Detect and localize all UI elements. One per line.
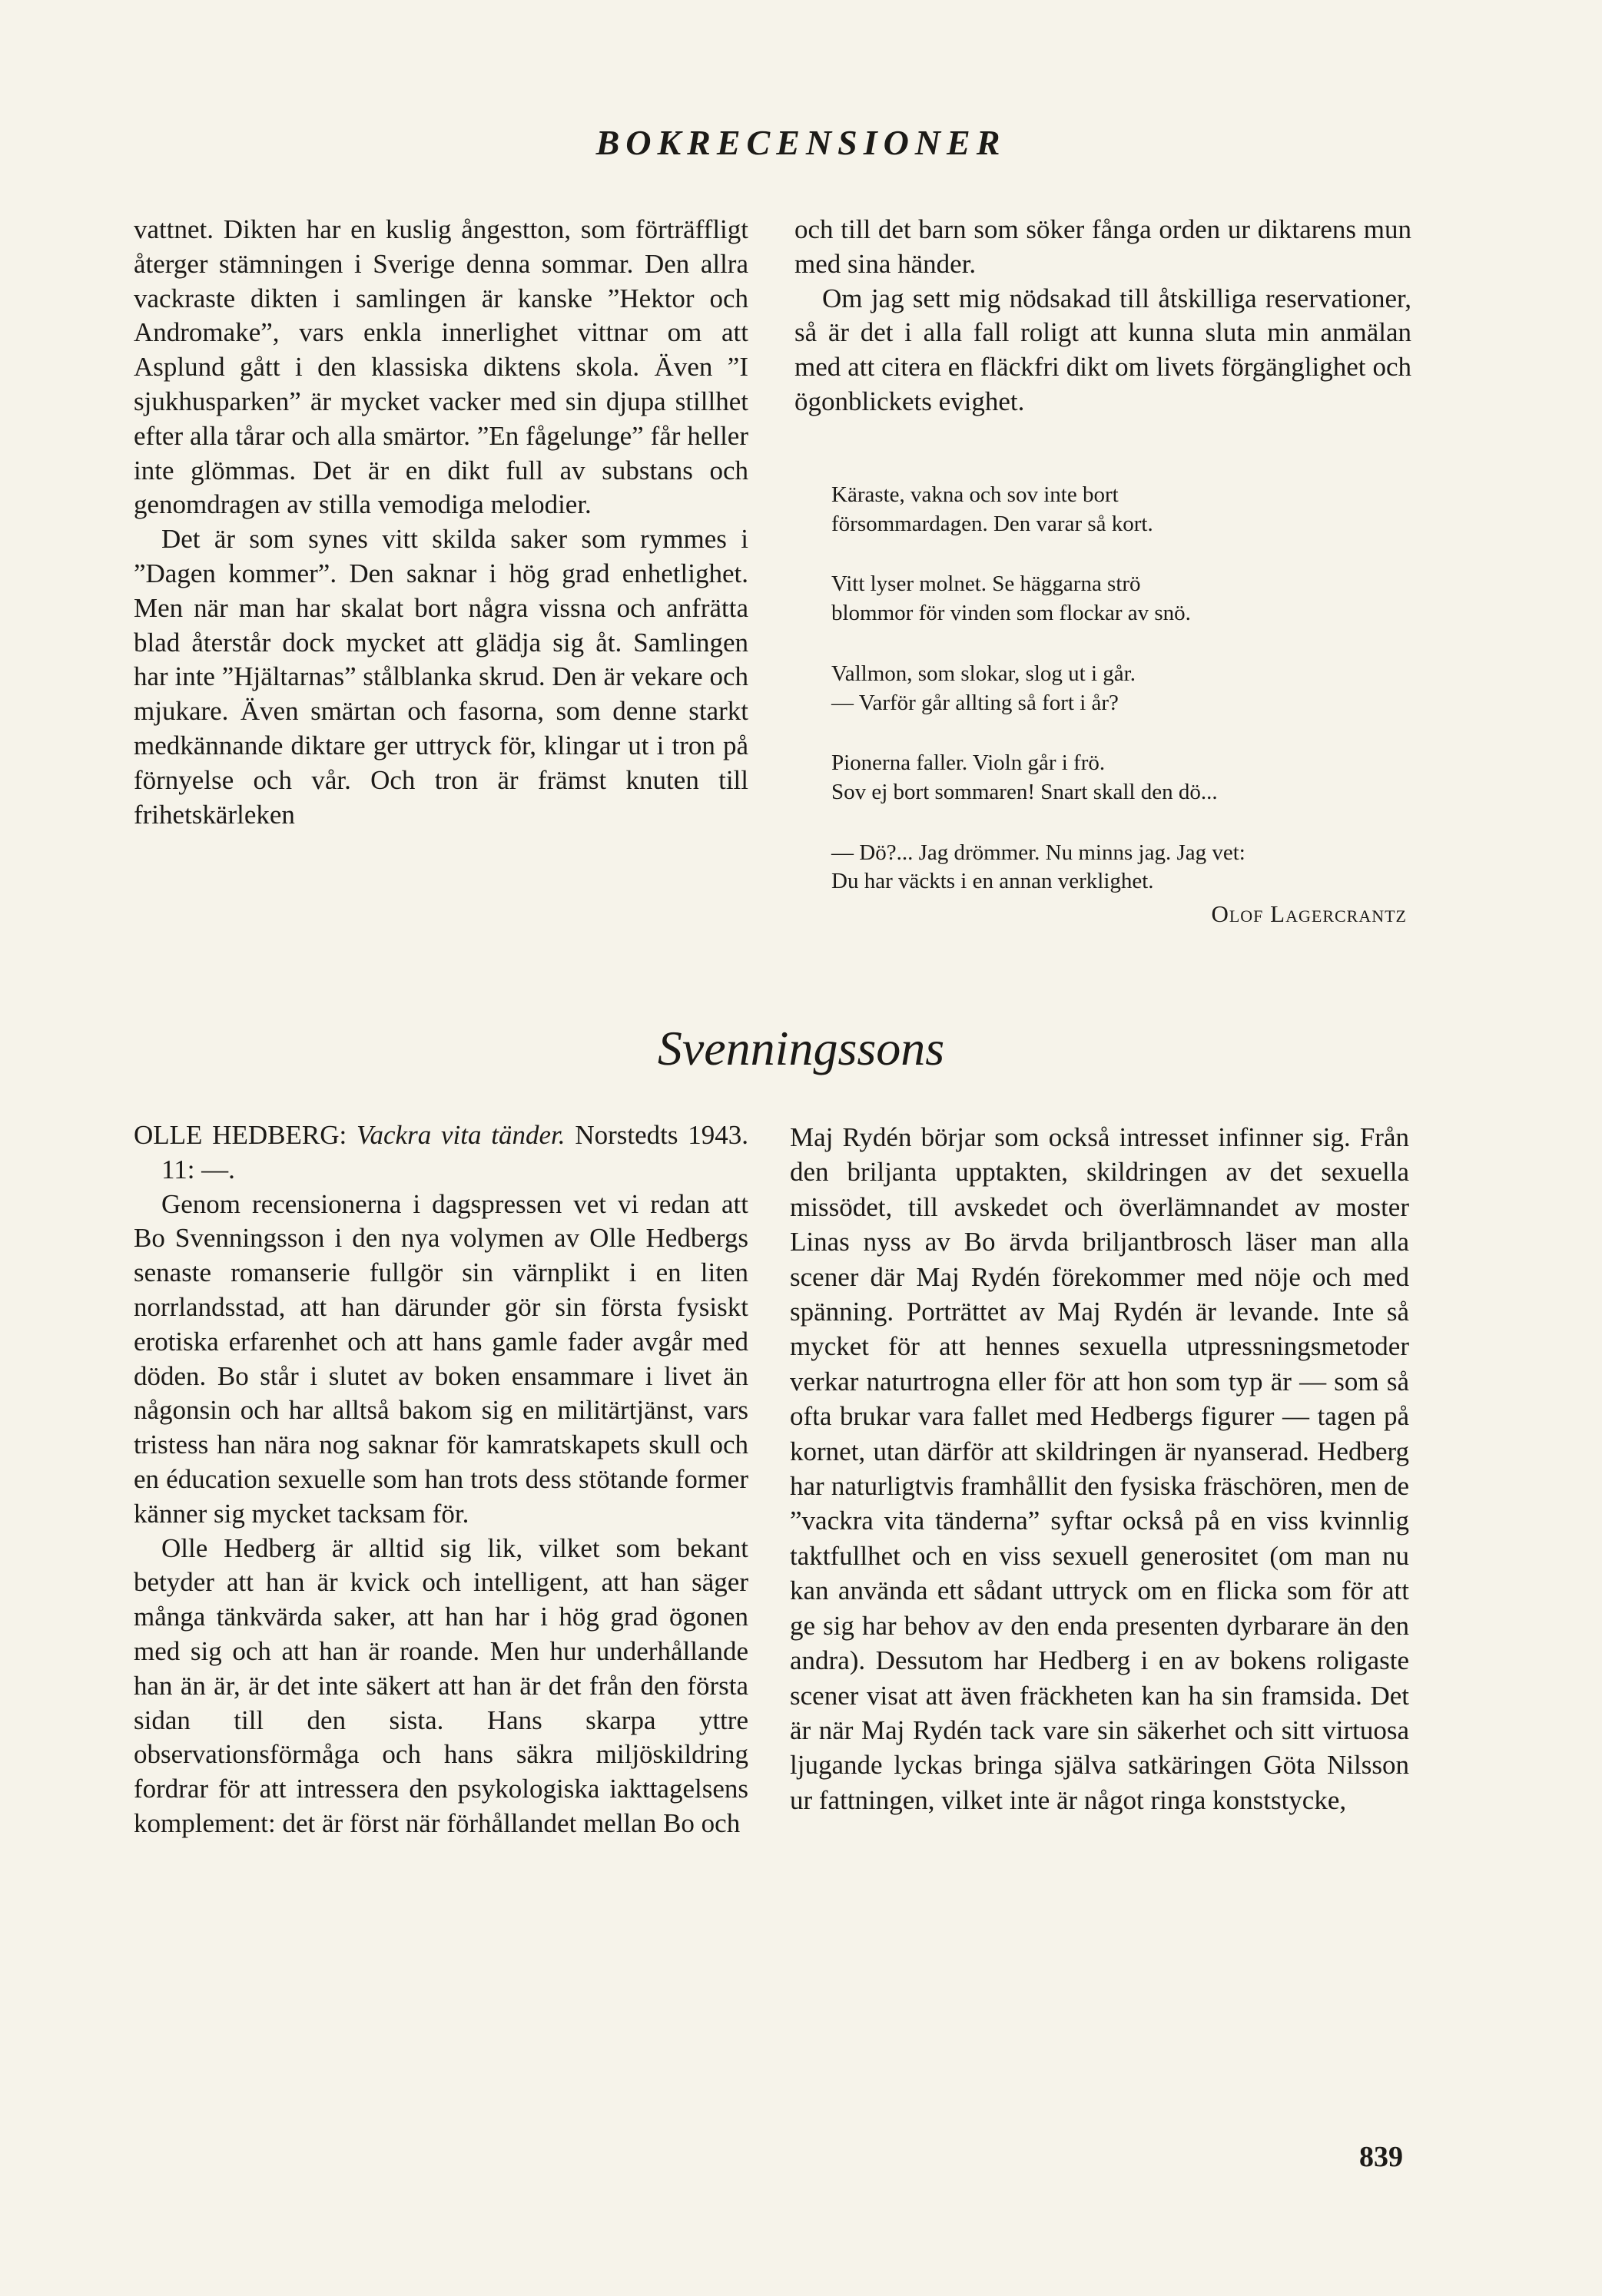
paragraph: och till det barn som söker fånga orden ur diktarens mun med sina händer. [794,214,1411,279]
poem-stanza [831,660,1415,717]
top-left-column [134,213,748,832]
book-title: Vackra vita tänder. [357,1120,566,1150]
bottom-right-column [790,1120,1409,1817]
poem-line: — Varför går allting så fort i år? [831,690,1119,715]
paragraph: Genom recensionerna i dagspressen vet vi redan att Bo Svenningsson i den nya volymen av Olle Hedbergs senaste romanserie fullgör sin värnplikt i en liten norrlandsstad, att han därunder gör sin första fysiskt erotiska erfarenhet och att hans gamle fader avgår med döden. Bo står i slutet av boken ensammare i livet än någonsin och har alltså bakom sig en militärtjänst, vars tristess han nära nog saknar för kamratskapets skull och en éducation sexuelle som han trots dess stötande former känner sig mycket tacksam för. [134,1188,748,1529]
poem-line: Sov ej bort sommaren! Snart skall den dö... [831,779,1218,804]
poem-line: Käraste, vakna och sov inte bort [831,482,1119,507]
poem-line: — Dö?... Jag drömmer. Nu minns jag. Jag vet: [831,840,1245,865]
running-header: BOKRECENSIONER [595,123,1007,162]
poem-stanza [831,749,1415,807]
section-title: Svenningssons [657,1021,945,1075]
paragraph: Om jag sett mig nödsakad till åtskilliga reservationer, så är det i alla fall roligt att kunna sluta min anmälan med att citera en fläckfri dikt om livets förgänglighet och ögonblickets evighet. [794,283,1411,416]
reviewer-signature: Olof Lagercrantz [1211,900,1407,927]
book-reference [134,1118,748,1188]
page-number: 839 [1359,2141,1403,2173]
book-details: Norstedts 1943. 11: —. [161,1120,749,1184]
book-author: OLLE HEDBERG: [134,1120,347,1150]
paragraph: Det är som synes vitt skilda saker som rymmes i ”Dagen kommer”. Den saknar i hög grad enhetlighet. Men när man har skalat bort några vissna och anfrätta blad återstår dock mycket att glädja sig åt. Samlingen har inte ”Hjältarnas” stålblanka skrud. Den är vekare och mjukare. Även smärtan och fasorna, som denne starkt medkännande diktare ger uttryck för, klingar ut i tron på förnyelse och vår. Och tron är främst knuten till frihetskärleken [134,524,748,830]
poem-stanza [831,839,1415,896]
poem-stanza [831,481,1415,538]
paragraph: vattnet. Dikten har en kuslig ångestton, som förträffligt återger stämningen i Sverige denna sommar. Den allra vackraste dikten i samlingen är kanske ”Hektor och Andromake”, vars enkla innerlighet vittnar om att Asplund gått i den klassiska diktens skola. Även ”I sjukhusparken” är mycket vacker med sin djupa stillhet efter alla tårar och alla smärtor. ”En fågelunge” får heller inte glömmas. Det är en dikt full av substans och genomdragen av stilla vemodiga melodier. [134,214,748,520]
poem-line: Vallmon, som slokar, slog ut i går. [831,661,1136,686]
bottom-left-column [134,1118,748,1841]
quoted-poem [831,481,1415,928]
paragraph: Olle Hedberg är alltid sig lik, vilket som bekant betyder att han är kvick och intelligent, att han säger många tänkvärda saker, att han har i hög grad ögonen med sig och att han är roande. Men hur underhållande han än är, är det inte säkert att han är det från den första sidan till den sista. Hans skarpa yttre observationsförmåga och hans säkra miljöskildring fordrar för att intressera den psykologiska iakttagelsens komplement: det är först när förhållandet mellan Bo och [134,1532,748,1838]
poem-line: Du har väckts i en annan verklighet. [831,869,1154,894]
top-right-column [794,213,1411,419]
poem-line: blommor för vinden som flockar av snö. [831,601,1191,626]
paragraph: Maj Rydén börjar som också intresset infinner sig. Från den briljanta upptakten, skildringen av det sexuella missödet, till avskedet och överlämnandet av moster Linas nyss av Bo ärvda briljantbrosch läser man alla scener där Maj Rydén förekommer med nöje och med spänning. Porträttet av Maj Rydén är levande. Inte så mycket för att hennes sexuella utpressningsmetoder verkar naturtrogna eller för att hon som typ är — som så ofta brukar vara fallet med Hedbergs figurer — tagen på kornet, utan därför att skildringen är nyanserad. Hedberg har naturligtvis framhållit den fysiska fräschören, men de ”vackra vita tänderna” syftar också på en viss kvinnlig taktfullhet och en viss sexuell generositet (om man nu kan använda ett sådant uttryck om en flicka som för att ge sig har behov av den enda presenten dyrbarare än den andra). Dessutom har Hedberg i en av bokens roligaste scener visat att även fräckheten kan ha sin framsida. Det är när Maj Rydén tack vare sin säkerhet och sitt virtuosa ljugande lyckas bringa själva satkäringen Göta Nilsson ur fattningen, vilket inte är något ringa konststycke, [790,1122,1409,1815]
poem-line: försommardagen. Den varar så kort. [831,511,1153,536]
poem-stanza [831,570,1415,628]
poem-line: Pionerna faller. Violn går i frö. [831,750,1106,776]
poem-line: Vitt lyser molnet. Se häggarna strö [831,572,1141,597]
